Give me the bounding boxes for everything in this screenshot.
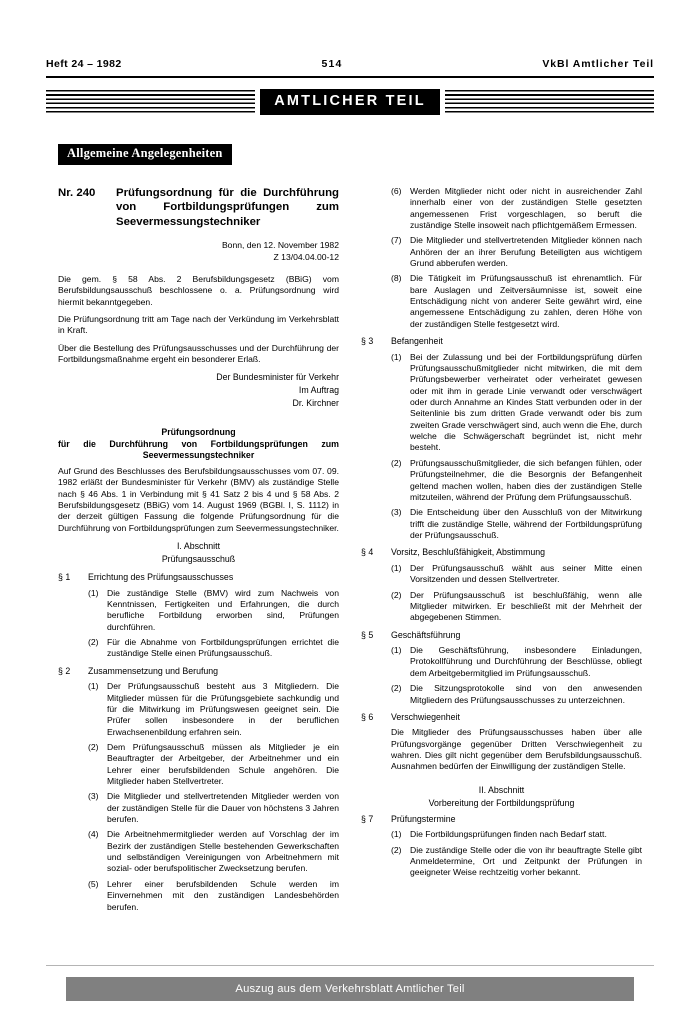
list-item: [391, 458, 642, 503]
paragraph-heading-5: [361, 630, 642, 642]
document-number-heading: [58, 186, 339, 229]
place-and-date: Bonn, den 12. November 1982: [221, 240, 339, 251]
running-head-issue: Heft 24 – 1982: [46, 58, 122, 70]
list-item: [391, 845, 642, 879]
paragraph-number-4: § 4: [361, 547, 374, 558]
list-item: [88, 637, 339, 660]
column-left: [58, 186, 339, 913]
column-right: [361, 186, 642, 879]
list-item: [391, 563, 642, 586]
list-item: [391, 683, 642, 706]
paragraph-number-2: § 2: [58, 665, 71, 676]
item-text: Prüfungsausschußmitglieder, die sich befangen fühlen, oder Prüfungsteilnehmer, die die Besorgnis der Befangenheit geltend machen wollen, haben dies der zuständigen Stelle mitzuteilen, während der Prüfung dem Prüfungsausschuß.: [410, 457, 642, 502]
item-text: Werden Mitglieder nicht oder nicht in ausreichender Zahl innerhalb einer von der zuständigen Stelle gesetzten angemessenen Frist vorgeschlagen, so beruft die zuständige Stelle insoweit nach pflichtgemäßem Ermessen.: [410, 186, 642, 231]
paragraph-title-7: Prüfungstermine: [391, 813, 456, 824]
item-number: (8): [391, 273, 402, 284]
list-item: [391, 186, 642, 231]
paragraph-heading-7: [361, 814, 642, 826]
list-item: [391, 273, 642, 330]
item-text: Die Geschäftsführung, insbesondere Einladungen, Protokollführung und Durchführung der Beschlüsse, obliegt dem Arbeitgebermitglied im Prüfungsausschuß.: [410, 645, 642, 678]
list-item: [88, 742, 339, 787]
item-text: Die Entscheidung über den Ausschluß von der Mitwirkung trifft die zuständige Stelle, während der Fortbildungsprüfung der Prüfungsausschuß.: [410, 507, 642, 540]
item-number: (1): [88, 587, 99, 598]
document-title: Prüfungsordnung für die Durchführung von Fortbildungsprüfungen zum Seevermessungstechniker: [116, 187, 339, 228]
paragraph-number-5: § 5: [361, 629, 374, 640]
section-I-label: I. Abschnitt: [176, 541, 221, 552]
running-head-source: VkBl Amtlicher Teil: [542, 58, 654, 70]
item-number: (1): [391, 645, 402, 656]
item-text: Die Mitglieder und stellvertretenden Mitglieder können nach Anhören der an ihrer Berufung Beteiligten aus wichtigem Grund abberufen werden.: [410, 235, 642, 269]
item-text: Lehrer einer berufsbildenden Schule werden im Einvernehmen mit den zuständigen Landesbehörden berufen.: [107, 878, 339, 912]
running-head: [46, 58, 654, 70]
preamble-paragraph-3: Über die Bestellung des Prüfungsausschusses und der Durchführung der Fortbildungsmaßnahme ergeht ein besonderer Erlaß.: [58, 342, 339, 365]
item-text: Die zuständige Stelle (BMV) wird zum Nachweis von Kenntnissen, Fertigkeiten und Erfahrungen, die durch berufliche Fortbildung erworben sind, Prüfungen durchführen.: [107, 587, 339, 632]
list-item: [88, 829, 339, 874]
section-I-title: Prüfungsausschuß: [161, 554, 236, 565]
file-reference: Z 13/04.04.00-12: [273, 251, 339, 262]
signature-name: Dr. Kirchner: [292, 397, 339, 408]
list-item: [391, 590, 642, 624]
paragraph-heading-3: [361, 336, 642, 348]
preamble-paragraph-2: Die Prüfungsordnung tritt am Tage nach der Verkündung im Verkehrsblatt in Kraft.: [58, 314, 339, 336]
banner-stripes-left: [46, 90, 255, 114]
section-II-title: Vorbereitung der Fortbildungsprüfung: [428, 797, 575, 808]
paragraph-title-3: Befangenheit: [391, 336, 443, 347]
list-item: [391, 645, 642, 679]
item-number: (3): [391, 507, 402, 518]
list-item: [391, 352, 642, 454]
paragraph-heading-6: [361, 712, 642, 724]
item-text: Die Arbeitnehmermitglieder werden auf Vorschlag der im Bezirk der zuständigen Stelle bestehenden Gewerkschaften und selbständigen Vereinigungen von Arbeitnehmern mit sozial- oder berufspolitischer Zwecksetzung berufen.: [107, 829, 339, 874]
item-number: (2): [391, 683, 402, 694]
ordinance-intro: Auf Grund des Beschlusses des Berufsbildungsausschusses vom 07. 09. 1982 erläßt der Bundesminister für Verkehr (BMV) als zuständige Stelle nach § 46 Abs. 1 in Verbindung mit § 41 Satz 2 bis 4 und § 58 Abs. 2 Berufsbildungsgesetz (BBiG) vom 14. August 1969 (BGBl. I, S. 1112) in der derzeit gültigen Fassung die folgende Prüfungsordnung für die Durchführung von Fortbildungsprüfungen zum Seevermessungstechniker.: [58, 466, 339, 533]
list-item: [88, 879, 339, 913]
ordinance-heading-1: Prüfungsordnung: [161, 427, 236, 438]
paragraph-title-2: Zusammensetzung und Berufung: [88, 665, 219, 676]
paragraph-number-7: § 7: [361, 813, 374, 824]
paragraph-title-4: Vorsitz, Beschlußfähigkeit, Abstimmung: [391, 547, 546, 558]
paragraph-title-1: Errichtung des Prüfungsausschusses: [88, 572, 234, 583]
item-number: (2): [391, 589, 402, 600]
list-item: [88, 791, 339, 825]
banner-stripes-right: [445, 90, 654, 114]
paragraph-number-3: § 3: [361, 336, 374, 347]
paragraph-title-6: Verschwiegenheit: [391, 711, 460, 722]
item-text: Der Prüfungsausschuß wählt aus seiner Mitte einen Vorsitzenden und dessen Stellvertreter.: [410, 562, 642, 585]
paragraph-heading-1: [58, 572, 339, 584]
item-text: Die Sitzungsprotokolle sind von den anwesenden Mitgliedern des Prüfungsausschusses zu unterzeichnen.: [410, 683, 642, 705]
item-number: (1): [88, 681, 99, 692]
list-item: [88, 681, 339, 738]
list-item: [391, 235, 642, 269]
item-number: (2): [88, 637, 99, 648]
item-text: Die Tätigkeit im Prüfungsausschuß ist ehrenamtlich. Für bare Auslagen und Zeitversäumnisse ist, soweit eine Entschädigung nicht von anderer Seite gewährt wird, eine angemessene Entschädigung zu zahlen, deren Höhe von der zuständigen Stelle festgesetzt wird.: [410, 273, 642, 329]
item-number: (6): [391, 186, 402, 196]
item-number: (1): [391, 351, 402, 362]
paragraph-number-1: § 1: [58, 572, 71, 583]
item-text: Bei der Zulassung und bei der Fortbildungsprüfung dürfen Prüfungsausschußmitglieder nicht mitwirken, die mit dem Prüfungsbewerber verheiratet oder verheiratet gewesen oder mit ihm in gerade Linie verwandt oder verschwägert oder durch Annahme an Kindes Statt verbunden oder in der Seitenlinie bis zum dritten Grade verwandt oder bis zum zweiten Grade verschwägert sind, auch wenn die Ehe, durch welche die Schwägerschaft begründet ist, nicht mehr besteht.: [410, 351, 642, 453]
item-number: (3): [88, 791, 99, 802]
footer-rule: [46, 965, 654, 966]
item-text: Der Prüfungsausschuß ist beschlußfähig, wenn alle Mitglieder mitwirken. Er beschließt mit der Mehrheit der abgegebenen Stimmen.: [410, 589, 642, 623]
list-item: [391, 507, 642, 541]
item-text: Die Fortbildungsprüfungen finden nach Bedarf statt.: [410, 829, 607, 840]
body-columns: [58, 186, 642, 956]
page-number: 514: [321, 58, 343, 70]
preamble-paragraph-1: Die gem. § 58 Abs. 2 Berufsbildungsgesetz (BBiG) vom Berufsbildungsausschuß beschlossene o. a. Prüfungsordnung wird hiermit bekanntgegeben.: [58, 274, 339, 307]
ordinance-heading-2: für die Durchführung von Fortbildungsprüfungen zum Seevermessungstechniker: [58, 438, 339, 461]
item-text: Der Prüfungsausschuß besteht aus 3 Mitgliedern. Die Mitglieder müssen für die Prüfungsgebiete sachkundig und für die Mitwirkung im Prüfungswesen geeignet sein. Die Prüfer sollen insbesondere in der beruflichen Erwachsenenbildung erfahren sein.: [107, 681, 339, 737]
section-II-label: II. Abschnitt: [478, 784, 525, 795]
item-text: Die Mitglieder und stellvertretenden Mitglieder werden von der zuständigen Stelle für die Dauer von höchstens 3 Jahren berufen.: [107, 791, 339, 825]
section-badge: Allgemeine Angelegenheiten: [58, 144, 232, 165]
paragraph-heading-2: [58, 666, 339, 678]
item-text: Dem Prüfungsausschuß müssen als Mitglieder je ein Beauftragter der Arbeitgeber, der Arbeitnehmer und ein Lehrer einer berufsbildenden Schule angehören. Die Mitglieder haben Stellvertreter.: [107, 742, 339, 787]
banner-title: AMTLICHER TEIL: [260, 89, 440, 115]
item-number: (7): [391, 235, 402, 246]
item-number: (1): [391, 829, 402, 840]
item-number: (5): [88, 878, 99, 889]
item-text: Die zuständige Stelle oder die von ihr beauftragte Stelle gibt Anmeldetermine, Ort und Zeitpunkt der Prüfungen in geeigneter Weise rechtzeitig vorher bekannt.: [410, 844, 642, 878]
item-number: (2): [88, 742, 99, 753]
paragraph-heading-4: [361, 547, 642, 559]
signature-authority: Der Bundesminister für Verkehr: [216, 372, 339, 383]
paragraph-6-text: Die Mitglieder des Prüfungsausschusses haben über alle Prüfungsvorgänge gegenüber Dritten Verschwiegenheit zu wahren. Dies gilt nicht gegenüber dem Berufsbildungsausschuß. Ausnahmen bedürfen der Einwilligung der zuständigen Stelle.: [391, 727, 642, 772]
paragraph-title-5: Geschäftsführung: [391, 629, 461, 640]
paragraph-number-6: § 6: [361, 711, 374, 722]
running-head-rule: [46, 76, 654, 78]
list-item: [391, 829, 642, 840]
list-item: [88, 588, 339, 633]
document-number: Nr. 240: [58, 187, 96, 199]
item-number: (1): [391, 562, 402, 573]
item-text: Für die Abnahme von Fortbildungsprüfungen errichtet die zuständige Stelle einen Prüfungsausschuß.: [107, 637, 339, 659]
item-number: (4): [88, 829, 99, 840]
footer-banner: Auszug aus dem Verkehrsblatt Amtlicher Teil: [66, 977, 634, 1001]
signature-order: Im Auftrag: [298, 385, 339, 396]
item-number: (2): [391, 457, 402, 468]
item-number: (2): [391, 844, 402, 855]
amtlicher-teil-banner: [46, 88, 654, 116]
